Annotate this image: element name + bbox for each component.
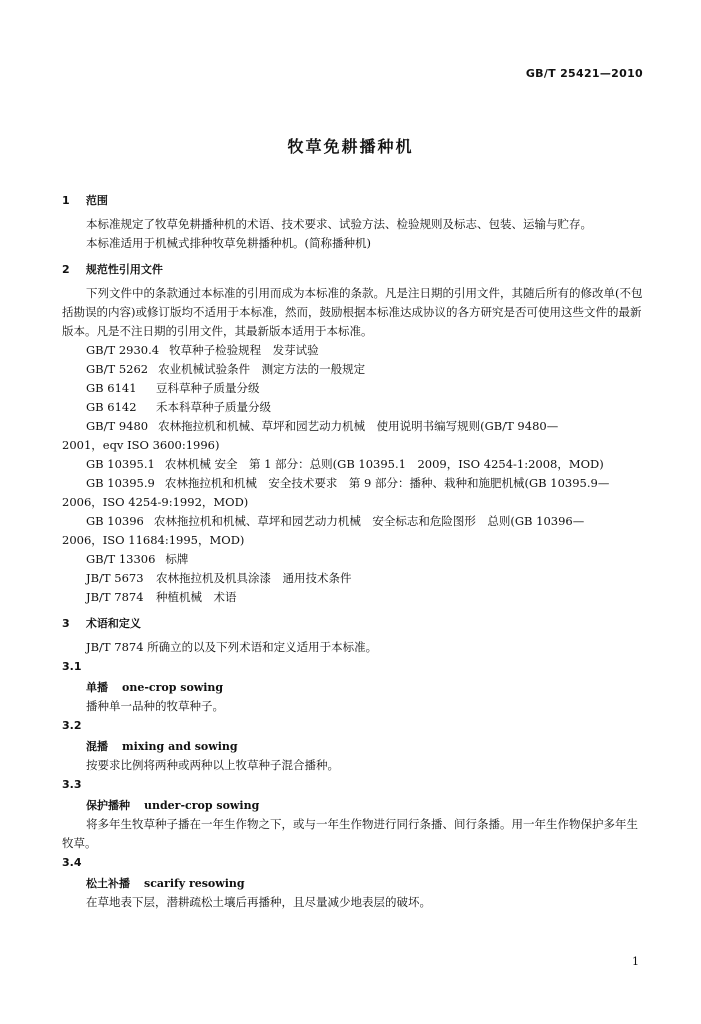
term-chinese: 混播	[86, 740, 108, 753]
term-chinese: 保护播种	[86, 799, 130, 812]
reference-title: 农林拖拉机和机械、草坪和园艺动力机械 使用说明书编写规则(GB/T 9480—	[158, 419, 559, 433]
reference-title: 豆科草种子质量分级	[156, 381, 260, 395]
reference-code: JB/T 7874	[86, 590, 144, 604]
reference-continuation: 2006，ISO 11684:1995，MOD)	[62, 533, 245, 547]
reference-item	[62, 512, 644, 550]
document-body	[62, 190, 644, 912]
reference-title: 农林机械 安全 第 1 部分：总则(GB 10395.1 2009，ISO 4254-1:2008，MOD)	[164, 457, 604, 471]
reference-item	[62, 550, 644, 569]
reference-code: GB 6141	[86, 381, 137, 395]
reference-title: 农业机械试验条件 测定方法的一般规定	[158, 362, 366, 376]
term-heading	[62, 677, 644, 697]
term-entry	[62, 657, 644, 716]
reference-title: 农林拖拉机及机具涂漆 通用技术条件	[156, 571, 352, 585]
term-english: under-crop sowing	[144, 799, 260, 812]
section-number: 2	[62, 263, 70, 276]
term-number: 3.4	[62, 856, 82, 869]
term-entry	[62, 775, 644, 853]
reference-code: GB 10395.1	[86, 457, 155, 471]
standard-code: GB/T 25421—2010	[525, 67, 643, 80]
reference-code: GB/T 9480	[86, 419, 149, 433]
term-chinese: 单播	[86, 681, 108, 694]
term-heading	[62, 873, 644, 893]
term-definition: 按要求比例将两种或两种以上牧草种子混合播种。	[86, 758, 339, 772]
term-heading	[62, 736, 644, 756]
term-definition: 播种单一品种的牧草种子。	[86, 699, 224, 713]
reference-continuation: 2006，ISO 4254-9:1992，MOD)	[62, 495, 249, 509]
term-english: mixing and sowing	[122, 740, 238, 753]
reference-title: 牧草种子检验规程 发芽试验	[169, 343, 319, 357]
section-title: 规范性引用文件	[85, 263, 163, 276]
reference-item	[62, 455, 644, 474]
term-number: 3.1	[62, 660, 82, 673]
section-heading	[62, 190, 644, 211]
reference-code: JB/T 5673	[86, 571, 144, 585]
reference-title: 标牌	[165, 552, 189, 566]
section-heading	[62, 613, 644, 634]
section-heading	[62, 259, 644, 280]
section-number: 3	[62, 617, 70, 630]
reference-code: GB 10396	[86, 514, 144, 528]
reference-title: 农林拖拉机和机械 安全技术要求 第 9 部分：播种、栽种和施肥机械(GB 10395.9—	[164, 476, 610, 490]
paragraph: JB/T 7874 所确立的以及下列术语和定义适用于本标准。	[86, 640, 378, 654]
term-entry	[62, 853, 644, 912]
reference-item	[62, 474, 644, 512]
term-definition: 在草地表下层，潜耕疏松土壤后再播种，且尽量减少地表层的破坏。	[86, 895, 431, 909]
reference-code: GB/T 13306	[86, 552, 156, 566]
reference-continuation: 2001，eqv ISO 3600:1996)	[62, 438, 220, 452]
reference-title: 农林拖拉机和机械、草坪和园艺动力机械 安全标志和危险图形 总则(GB 10396—	[153, 514, 585, 528]
document-title: 牧草免耕播种机	[287, 137, 414, 156]
paragraph: 本标准规定了牧草免耕播种机的术语、技术要求、试验方法、检验规则及标志、包装、运输与贮存。	[86, 217, 592, 231]
term-definition: 将多年生牧草种子播在一年生作物之下，或与一年生作物进行同行条播、间行条播。用一年生作物保护多年生牧草。	[62, 817, 638, 850]
term-number: 3.2	[62, 719, 82, 732]
section-number: 1	[62, 194, 70, 207]
reference-item	[62, 360, 644, 379]
reference-code: GB 6142	[86, 400, 137, 414]
section-title: 范围	[85, 194, 108, 207]
reference-item	[62, 398, 644, 417]
paragraph: 本标准适用于机械式排种牧草免耕播种机。(简称播种机)	[86, 236, 371, 250]
reference-code: GB/T 5262	[86, 362, 149, 376]
paragraph: 下列文件中的条款通过本标准的引用而成为本标准的条款。凡是注日期的引用文件，其随后所有的修改单(不包括勘误的内容)或修订版均不适用于本标准，然而，鼓励根据本标准达成协议的各方研究是否可使用这些文件的最新版本。凡是不注日期的引用文件，其最新版本适用于本标准。	[62, 286, 643, 338]
reference-item	[62, 341, 644, 360]
reference-code: GB/T 2930.4	[86, 343, 160, 357]
reference-item	[62, 379, 644, 398]
reference-code: GB 10395.9	[86, 476, 155, 490]
section-title: 术语和定义	[85, 617, 141, 630]
term-heading	[62, 795, 644, 815]
term-entry	[62, 716, 644, 775]
reference-item	[62, 417, 644, 455]
term-chinese: 松土补播	[86, 877, 130, 890]
page-number: 1	[632, 955, 639, 968]
reference-title: 禾本科草种子质量分级	[156, 400, 271, 414]
term-english: scarify resowing	[144, 877, 245, 890]
reference-title: 种植机械 术语	[156, 590, 237, 604]
reference-item	[62, 569, 644, 588]
reference-item	[62, 588, 644, 607]
term-number: 3.3	[62, 778, 82, 791]
term-english: one-crop sowing	[122, 681, 224, 694]
